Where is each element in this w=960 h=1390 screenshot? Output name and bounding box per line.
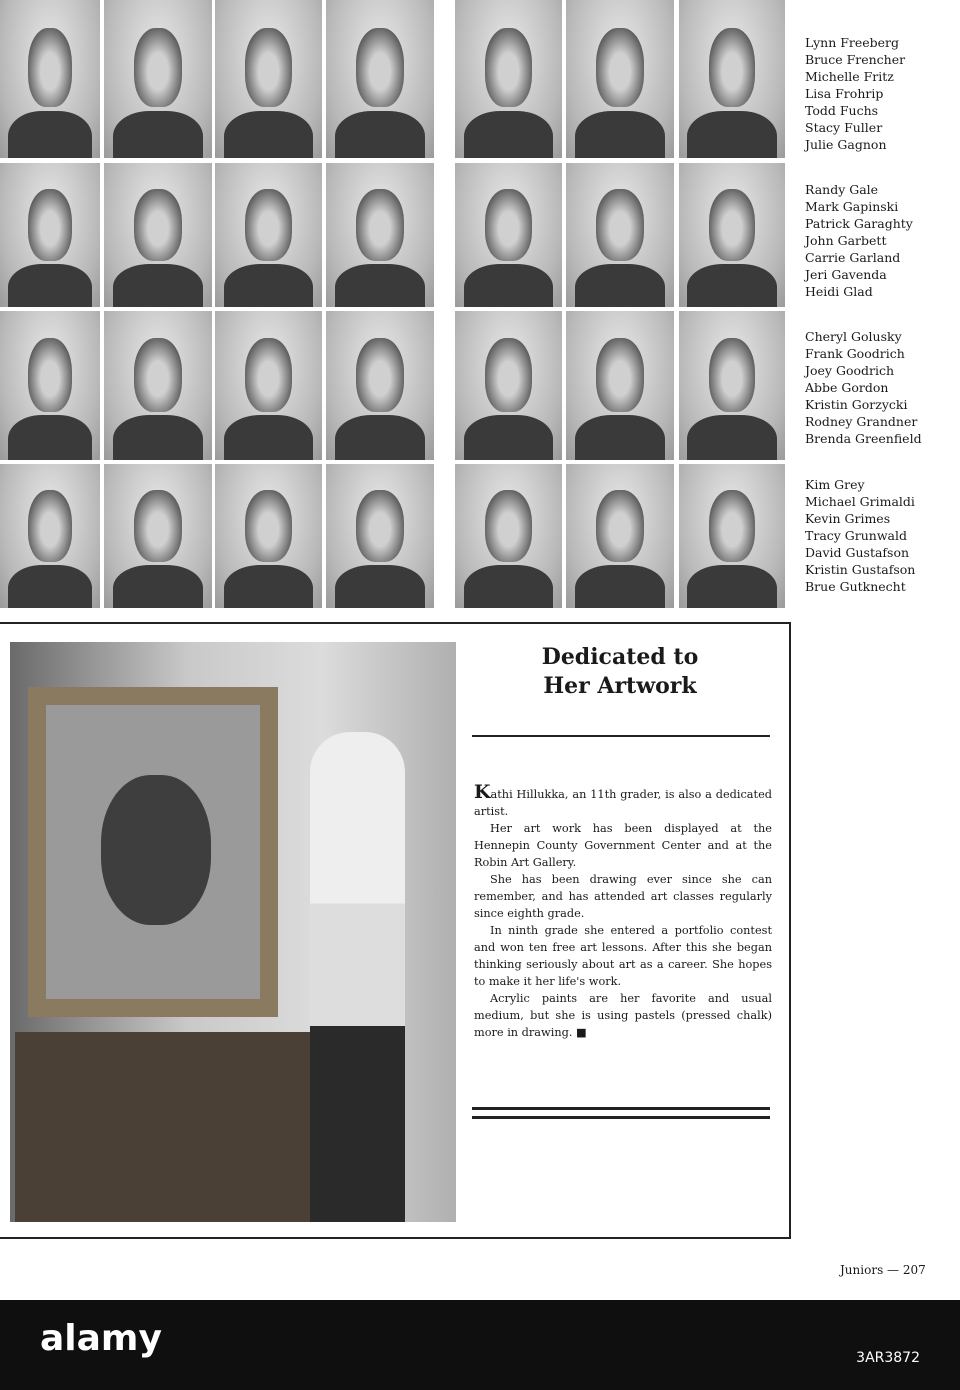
title-line-1: Dedicated to xyxy=(541,644,699,670)
shoulders xyxy=(335,415,426,460)
head xyxy=(356,338,404,413)
student-name: Cheryl Golusky xyxy=(805,329,902,344)
student-portrait xyxy=(326,0,434,158)
student-portrait xyxy=(566,464,674,608)
shoulders xyxy=(8,565,92,608)
page-footer: Juniors — 207 xyxy=(840,1263,926,1277)
head xyxy=(245,338,292,413)
student-portrait xyxy=(679,311,785,460)
student-portrait xyxy=(326,311,434,460)
student-portrait xyxy=(455,0,562,158)
head xyxy=(596,189,644,261)
head xyxy=(709,338,756,413)
shoulders xyxy=(687,415,776,460)
student-portrait xyxy=(566,163,674,307)
paragraph xyxy=(474,781,772,820)
student-name: Lisa Frohrip xyxy=(805,86,884,101)
student-portrait xyxy=(0,464,100,608)
paragraph: Acrylic paints are her favorite and usual medium, but she is using pastels (pressed chalk) more in drawing. ■ xyxy=(474,992,772,1039)
painting-face xyxy=(101,775,211,925)
head xyxy=(356,28,404,107)
student-portrait xyxy=(455,311,562,460)
shoulders xyxy=(575,415,666,460)
shoulders xyxy=(8,264,92,307)
shoulders xyxy=(224,111,314,158)
student-name: David Gustafson xyxy=(805,545,910,560)
student-portrait xyxy=(679,0,785,158)
student-name: Mark Gapinski xyxy=(805,199,899,214)
shoulders xyxy=(224,415,314,460)
student-name: Rodney Grandner xyxy=(805,414,918,429)
shoulders xyxy=(464,565,554,608)
student-name: Kristin Gustafson xyxy=(805,562,916,577)
student-name: Kim Grey xyxy=(805,477,865,492)
head xyxy=(596,28,644,107)
student-portrait xyxy=(455,464,562,608)
dropcap: K xyxy=(474,781,491,803)
student-portrait xyxy=(104,0,212,158)
shoulders xyxy=(335,565,426,608)
student-name: Michelle Fritz xyxy=(805,69,894,84)
student-portrait xyxy=(679,464,785,608)
student-portrait xyxy=(104,311,212,460)
student-portrait xyxy=(566,0,674,158)
student-portrait xyxy=(455,163,562,307)
head xyxy=(28,338,72,413)
student-name: Kristin Gorzycki xyxy=(805,397,908,412)
student-name: Tracy Grunwald xyxy=(805,528,908,543)
head xyxy=(709,28,756,107)
shoulders xyxy=(687,264,776,307)
name-group xyxy=(805,181,913,300)
shoulders xyxy=(575,264,666,307)
head xyxy=(28,28,72,107)
head xyxy=(356,189,404,261)
paragraph: She has been drawing ever since she can remember, and has attended art classes regularly since eighth grade. xyxy=(474,873,772,920)
head xyxy=(134,490,182,562)
student-name: Carrie Garland xyxy=(805,250,901,265)
student-name: Brue Gutknecht xyxy=(805,579,906,594)
head xyxy=(485,28,532,107)
student-portrait xyxy=(679,163,785,307)
student-name: Randy Gale xyxy=(805,182,879,197)
shoulders xyxy=(113,111,204,158)
head xyxy=(356,490,404,562)
shoulders xyxy=(335,111,426,158)
divider xyxy=(472,735,770,737)
student-portrait xyxy=(0,0,100,158)
head xyxy=(596,338,644,413)
student-portrait xyxy=(326,464,434,608)
image-id: 3AR3872 xyxy=(856,1350,920,1366)
head xyxy=(245,490,292,562)
head xyxy=(485,490,532,562)
shoulders xyxy=(8,415,92,460)
student-portrait xyxy=(215,311,322,460)
artist-figure xyxy=(310,732,405,1222)
student-name: Heidi Glad xyxy=(805,284,873,299)
head xyxy=(709,189,756,261)
student-portrait xyxy=(215,464,322,608)
student-portrait xyxy=(215,163,322,307)
head xyxy=(485,338,532,413)
head xyxy=(134,189,182,261)
feature-photo xyxy=(10,642,456,1222)
student-name: Patrick Garaghty xyxy=(805,216,913,231)
paragraph: In ninth grade she entered a portfolio contest and won ten free art lessons. After this she began thinking seriously about art as a career. She hopes to make it her life's work. xyxy=(474,924,772,988)
head xyxy=(134,338,182,413)
easel xyxy=(15,1032,315,1222)
watermark-bar xyxy=(0,1300,960,1390)
shoulders xyxy=(113,565,204,608)
student-name: Frank Goodrich xyxy=(805,346,905,361)
student-portrait xyxy=(104,163,212,307)
student-name: Abbe Gordon xyxy=(805,380,889,395)
student-name: Kevin Grimes xyxy=(805,511,891,526)
student-portrait xyxy=(566,311,674,460)
student-portrait xyxy=(326,163,434,307)
head xyxy=(134,28,182,107)
student-portrait xyxy=(0,163,100,307)
shoulders xyxy=(113,415,204,460)
head xyxy=(245,28,292,107)
name-group xyxy=(805,476,915,595)
painting xyxy=(28,687,278,1017)
student-name: Jeri Gavenda xyxy=(805,267,887,282)
student-name: Brenda Greenfield xyxy=(805,431,922,446)
shoulders xyxy=(224,565,314,608)
shoulders xyxy=(464,264,554,307)
head xyxy=(485,189,532,261)
shoulders xyxy=(464,415,554,460)
name-group xyxy=(805,34,905,153)
feature-article xyxy=(474,781,772,1041)
shoulders xyxy=(575,565,666,608)
divider xyxy=(472,1116,770,1119)
student-name: Bruce Frencher xyxy=(805,52,906,67)
shoulders xyxy=(464,111,554,158)
shoulders xyxy=(8,111,92,158)
title-line-2: Her Artwork xyxy=(543,673,697,699)
divider xyxy=(472,1107,770,1110)
watermark-logo: alamy xyxy=(40,1318,162,1359)
shoulders xyxy=(687,565,776,608)
student-portrait xyxy=(0,311,100,460)
head xyxy=(28,490,72,562)
student-name: Michael Grimaldi xyxy=(805,494,915,509)
head xyxy=(28,189,72,261)
feature-title xyxy=(470,643,770,701)
student-name: John Garbett xyxy=(805,233,887,248)
name-group xyxy=(805,328,922,447)
shoulders xyxy=(687,111,776,158)
student-portrait xyxy=(215,0,322,158)
student-name: Todd Fuchs xyxy=(805,103,879,118)
student-name: Lynn Freeberg xyxy=(805,35,900,50)
student-portrait xyxy=(104,464,212,608)
head xyxy=(245,189,292,261)
head xyxy=(709,490,756,562)
student-name: Joey Goodrich xyxy=(805,363,895,378)
shoulders xyxy=(575,111,666,158)
shoulders xyxy=(224,264,314,307)
shoulders xyxy=(335,264,426,307)
paragraph: Her art work has been displayed at the Hennepin County Government Center and at the Robin Art Gallery. xyxy=(474,822,772,869)
student-name: Stacy Fuller xyxy=(805,120,883,135)
student-name: Julie Gagnon xyxy=(805,137,887,152)
shoulders xyxy=(113,264,204,307)
head xyxy=(596,490,644,562)
paragraph-text: athi Hillukka, an 11th grader, is also a dedicated artist. xyxy=(474,788,772,818)
